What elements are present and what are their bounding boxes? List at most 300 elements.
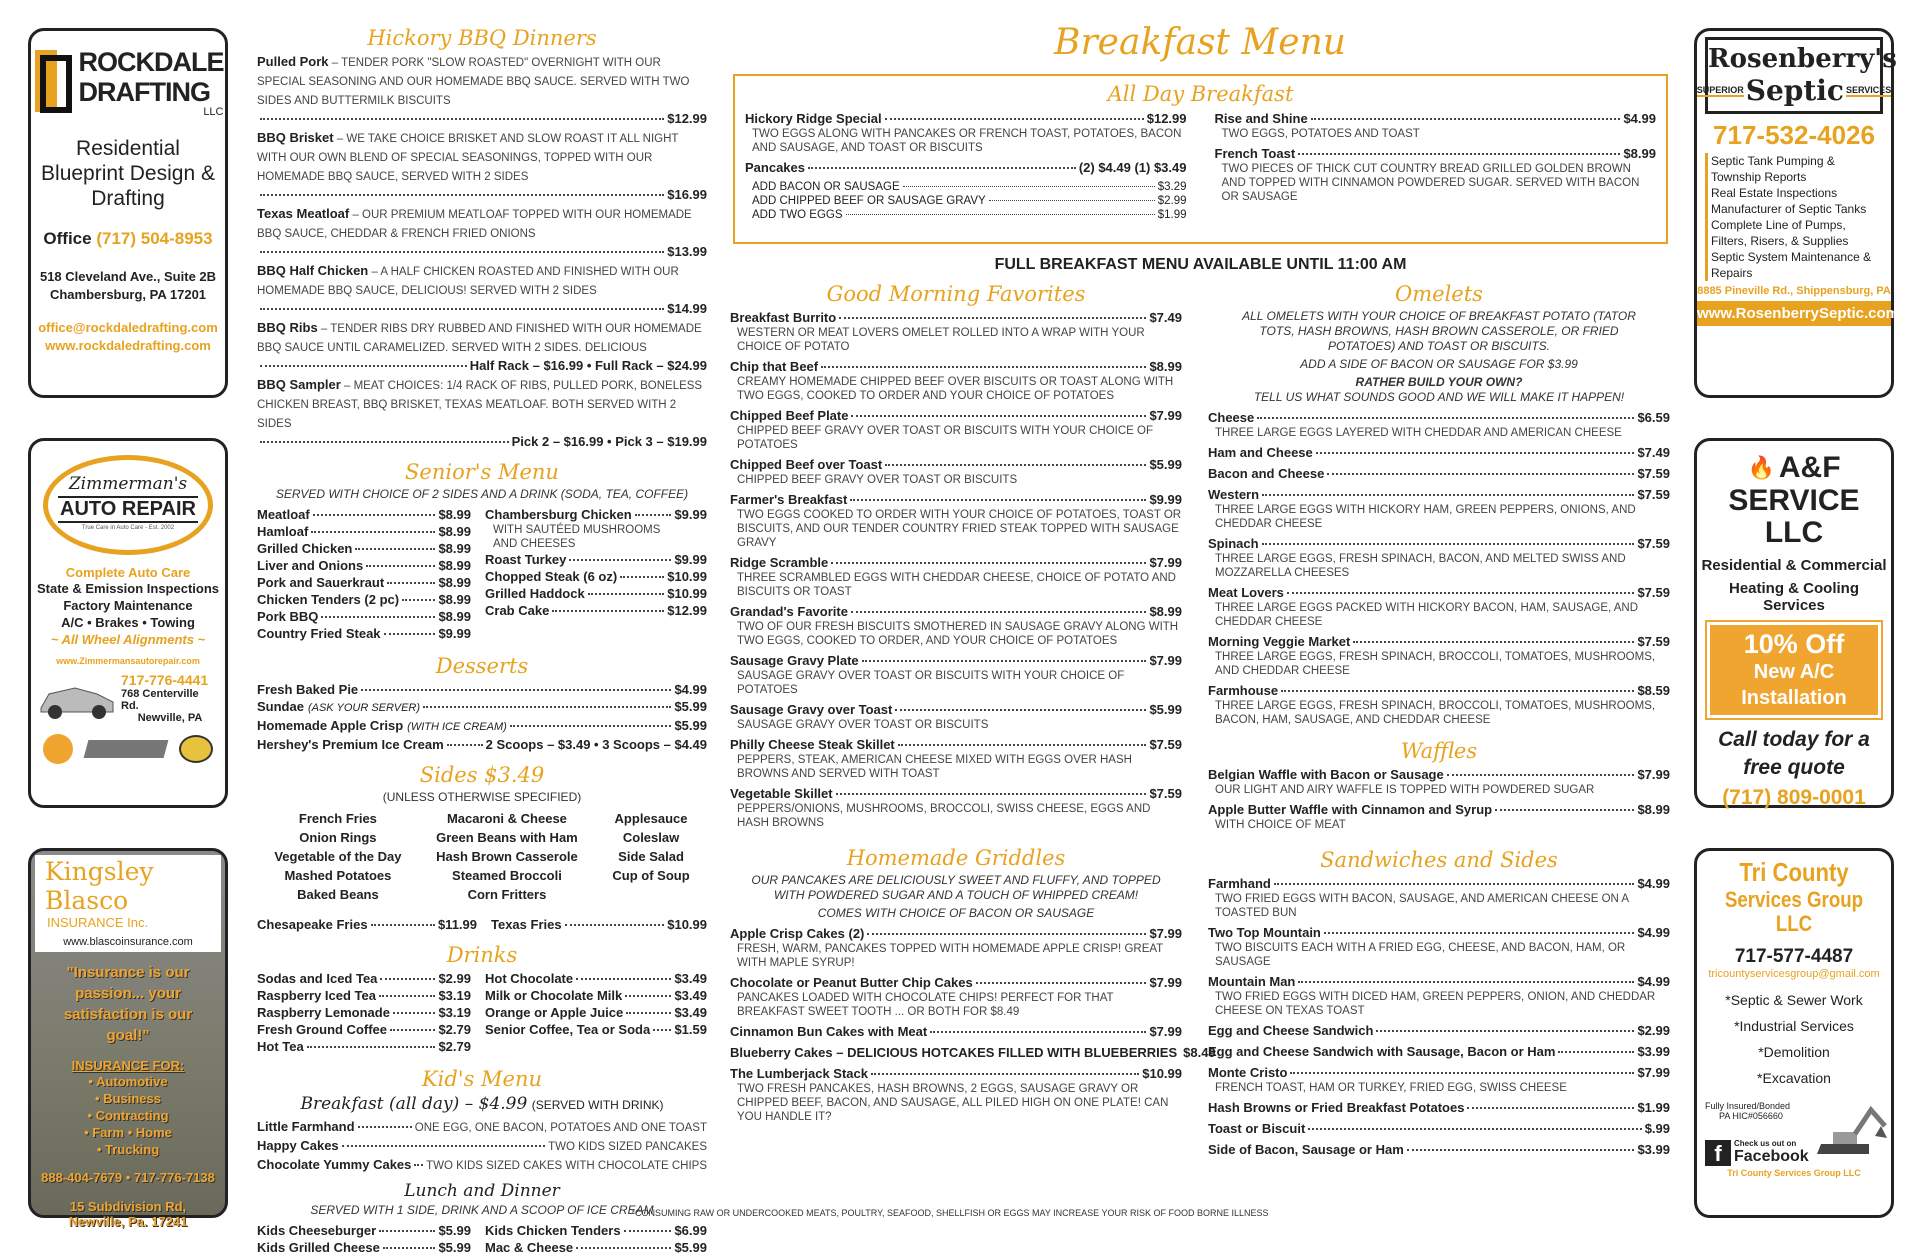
dot-leader xyxy=(414,1164,423,1166)
item-price: $5.99 xyxy=(1149,457,1182,472)
item-price-row xyxy=(257,357,707,374)
sandwich-item xyxy=(1208,875,1670,920)
item-line xyxy=(730,603,1182,620)
item-price: $16.99 xyxy=(667,187,707,202)
item-name: Egg and Cheese Sandwich xyxy=(1208,1023,1374,1038)
item-name: Pork BBQ xyxy=(257,609,319,624)
item-price: $9.99 xyxy=(674,507,707,522)
dot-leader xyxy=(898,744,1147,746)
dot-leader xyxy=(379,995,435,997)
item-description: FRESH, WARM, PANCAKES TOPPED WITH HOMEMADE APPLE CRISP! GREAT WITH MAPLE SYRUP! xyxy=(737,943,1163,969)
item-name: ADD BACON OR SAUSAGE xyxy=(752,181,900,193)
drinks-left-list xyxy=(257,970,471,1055)
ad-zimmerman-auto xyxy=(28,438,228,808)
side-item: Green Beans with Ham xyxy=(436,830,578,845)
item-price: $7.59 xyxy=(1149,737,1182,752)
item-price: $1.59 xyxy=(674,1022,707,1037)
favorite-item xyxy=(730,785,1182,830)
dot-leader xyxy=(976,982,1147,984)
rockdale-address2: Chambersburg, PA 17201 xyxy=(49,287,207,302)
sandwiches-list xyxy=(1208,875,1670,1158)
breakfast-title: Breakfast Menu xyxy=(1054,22,1346,63)
tricounty-item: *Demolition xyxy=(1758,1044,1830,1060)
rd-logo-mark xyxy=(33,48,73,118)
rosenberry-superior: SUPERIOR xyxy=(1696,84,1744,95)
item-name: Hamloaf xyxy=(257,524,309,539)
item-description: TWO BISCUITS EACH WITH A FRIED EGG, CHEESE, AND BACON, HAM, OR SAUSAGE xyxy=(1215,942,1626,968)
item-price: (2) $4.49 (1) $3.49 xyxy=(1078,160,1187,175)
item-line xyxy=(1208,766,1670,783)
item-name: Ham and Cheese xyxy=(1208,445,1313,460)
item-line xyxy=(1215,110,1657,127)
item-description: TWO FRIED EGGS WITH BACON, SAUSAGE, AND AMERICAN CHEESE ON A TOASTED BUN xyxy=(1215,893,1629,919)
item-name: Pork and Sauerkraut xyxy=(257,575,385,590)
all-day-item xyxy=(745,110,1187,155)
all-day-right-list xyxy=(1215,110,1657,222)
item-line xyxy=(730,1023,1182,1040)
item-price: $8.99 xyxy=(438,592,471,607)
column-favorites xyxy=(730,282,1216,1128)
item-description: ONE EGG, ONE BACON, POTATOES AND ONE TOAST xyxy=(414,1122,707,1134)
senior-right-list xyxy=(485,506,707,642)
drink-item xyxy=(485,970,707,987)
item-price: $7.49 xyxy=(1149,310,1182,325)
item-line xyxy=(1208,535,1670,552)
item-description: – TENDER PORK "SLOW ROASTED" OVERNIGHT WITH OUR SPECIAL SEASONING AND OUR HOMEMADE BBQ SAUCE. SERVED WITH TWO SIDES AND BUTTERMILK BISCUITS xyxy=(257,57,690,107)
sandwich-item xyxy=(1208,1064,1670,1095)
dot-leader xyxy=(885,118,1144,120)
item-price: $7.59 xyxy=(1637,487,1670,502)
item-name: BBQ Half Chicken xyxy=(257,263,369,278)
dot-leader xyxy=(390,1029,435,1031)
dot-leader xyxy=(379,1230,435,1232)
dot-leader xyxy=(846,214,1155,215)
item-name: Chipped Beef over Toast xyxy=(730,457,883,472)
item-name: Spinach xyxy=(1208,536,1259,551)
kingsley-item: • Trucking xyxy=(96,1142,160,1157)
side-item: Macaroni & Cheese xyxy=(446,811,567,826)
item-line xyxy=(1208,444,1670,461)
dot-leader xyxy=(871,1073,1139,1075)
item-name: Ridge Scramble xyxy=(730,555,829,570)
drink-item xyxy=(257,1038,471,1055)
dot-leader xyxy=(1353,641,1634,643)
dot-leader xyxy=(260,194,664,196)
item-price-row xyxy=(257,186,707,203)
item-name: Senior Coffee, Tea or Soda xyxy=(485,1022,651,1037)
item-price: $3.49 xyxy=(674,1005,707,1020)
item-price: $4.99 xyxy=(1637,974,1670,989)
kingsley-item: • Contracting xyxy=(87,1108,169,1123)
item-name: French Toast xyxy=(1214,146,1296,161)
dot-leader xyxy=(831,562,1146,564)
item-description: – TENDER RIBS DRY RUBBED AND FINISHED WITH OUR HOMEMADE BBQ SAUCE UNTIL CARAMELIZED. SERVED WITH 2 SIDES. DELICIOUS xyxy=(257,323,702,354)
item-description: – A HALF CHICKEN ROASTED AND FINISHED WITH OUR HOMEMADE BBQ SAUCE, DELICIOUS! SERVED WITH 2 SIDES xyxy=(257,266,679,297)
item-name: Meatloaf xyxy=(257,507,310,522)
item-price: $8.99 xyxy=(438,507,471,522)
dot-leader xyxy=(361,689,671,691)
drink-item xyxy=(485,987,707,1004)
tricounty-email: tricountyservicesgroup@gmail.com xyxy=(1708,968,1880,980)
item-price: $5.99 xyxy=(674,1240,707,1255)
tricounty-item: *Industrial Services xyxy=(1734,1018,1854,1034)
item-name: Little Farmhand xyxy=(257,1119,355,1134)
item-price: $4.99 xyxy=(1637,876,1670,891)
side-item: Onion Rings xyxy=(299,830,377,845)
item-line xyxy=(1208,633,1670,650)
item-description: TWO EGGS ALONG WITH PANCAKES OR FRENCH TOAST, POTATOES, BACON AND SAUSAGE, AND TOAST OR BISCUITS xyxy=(752,128,1182,154)
dot-leader xyxy=(620,576,664,578)
senior-title: Senior's Menu xyxy=(405,460,559,484)
dot-leader xyxy=(1558,1051,1634,1053)
item-description: CHIPPED BEEF GRAVY OVER TOAST OR BISCUITS WITH YOUR CHOICE OF POTATOES xyxy=(737,425,1153,451)
rosenberry-addr: 8885 Pineville Rd., Shippensburg, PA xyxy=(1697,285,1891,297)
dot-leader xyxy=(260,251,664,253)
ad-kingsley-blasco xyxy=(28,848,228,1229)
item-name: Fresh Baked Pie xyxy=(257,682,359,697)
sides-note: (UNLESS OTHERWISE SPECIFIED) xyxy=(382,790,582,804)
item-line xyxy=(730,1044,1216,1061)
senior-item xyxy=(257,540,471,557)
rosenberry-web: www.RosenberrySeptic.com xyxy=(1697,301,1891,326)
griddles-list xyxy=(730,925,1216,1124)
item-name: Vegetable Skillet xyxy=(730,786,833,801)
favorite-item xyxy=(730,358,1182,403)
item-name: Western xyxy=(1208,487,1260,502)
item-price: $7.99 xyxy=(1149,408,1182,423)
dot-leader xyxy=(862,660,1147,662)
bbq-list xyxy=(257,53,707,450)
zimmerman-script: Zimmerman's xyxy=(68,474,188,494)
dot-leader xyxy=(569,559,671,561)
item-price: $12.99 xyxy=(667,603,707,618)
item-price: $3.99 xyxy=(1637,1142,1670,1157)
kids-item xyxy=(485,1222,707,1239)
item-line xyxy=(1208,1022,1670,1039)
item-name: Mountain Man xyxy=(1208,974,1296,989)
item-name: Orange or Apple Juice xyxy=(485,1005,624,1020)
item-name: Kids Cheeseburger xyxy=(257,1223,377,1238)
tricounty-phone: 717-577-4487 xyxy=(1734,946,1854,967)
waffle-item xyxy=(1208,766,1670,797)
dessert-item xyxy=(257,681,707,698)
item-name: BBQ Sampler xyxy=(257,377,341,392)
drinks-right-list xyxy=(485,970,707,1055)
item-line xyxy=(730,974,1182,991)
dot-leader xyxy=(821,366,1146,368)
item-description: TWO KIDS SIZED PANCAKES xyxy=(548,1141,707,1153)
item-line xyxy=(1208,1120,1670,1137)
dot-leader xyxy=(355,548,435,550)
favorite-item xyxy=(730,603,1182,648)
dot-leader xyxy=(867,933,1146,935)
item-price: $8.99 xyxy=(1623,146,1656,161)
side-extra-item: Chesapeake Fries $11.99 xyxy=(257,917,477,932)
item-name: Farmer's Breakfast xyxy=(730,492,848,507)
item-name: BBQ Brisket xyxy=(257,130,334,145)
addons-list xyxy=(745,180,1187,222)
tricounty-insured1: Fully Insured/Bonded xyxy=(1705,1101,1791,1111)
sides-col-2 xyxy=(436,809,578,904)
dot-leader xyxy=(1298,153,1620,155)
all-day-title: All Day Breakfast xyxy=(1107,82,1294,106)
desserts-title: Desserts xyxy=(435,654,529,678)
item-description: OUR LIGHT AND AIRY WAFFLE IS TOPPED WITH POWDERED SUGAR xyxy=(1215,784,1595,796)
item-line xyxy=(745,159,1187,176)
item-description: TWO PIECES OF THICK CUT COUNTRY BREAD GRILLED GOLDEN BROWN AND TOPPED WITH CINNAMON POWDERED SUGAR. SERVED WITH BACON OR SAUSAGE xyxy=(1221,163,1640,203)
item-price: $7.99 xyxy=(1149,1024,1182,1039)
griddles-note2: COMES WITH CHOICE OF BACON OR SAUSAGE xyxy=(817,906,1095,920)
item-price: $3.29 xyxy=(1157,181,1187,193)
kids-bf-note: (SERVED WITH DRINK) xyxy=(531,1098,664,1112)
item-price-row xyxy=(257,300,707,317)
item-description: PANCAKES LOADED WITH CHOCOLATE CHIPS! PERFECT FOR THAT BREAKFAST SWEET TOOTH ... OR BOTH FOR $8.49 xyxy=(737,992,1114,1018)
af-offer xyxy=(1707,622,1881,718)
item-description: THREE SCRAMBLED EGGS WITH CHEDDAR CHEESE, CHOICE OF POTATO AND BISCUITS OR TOAST xyxy=(737,572,1176,598)
kids-item xyxy=(257,1239,471,1256)
dot-leader xyxy=(1257,417,1634,419)
item-price: $8.99 xyxy=(438,541,471,556)
favorite-item xyxy=(730,701,1182,732)
item-line xyxy=(485,585,707,602)
item-description: WITH CHOICE OF MEAT xyxy=(1215,819,1346,831)
item-line xyxy=(730,407,1182,424)
item-description: CHIPPED BEEF GRAVY OVER TOAST OR BISCUITS xyxy=(737,474,1018,486)
griddles-note1: OUR PANCAKES ARE DELICIOUSLY SWEET AND FLUFFY, AND TOPPED WITH POWDERED SUGAR AND A TOUCH OF WHIPPED CREAM! xyxy=(751,873,1161,902)
dot-leader xyxy=(1327,473,1634,475)
kids-bf-item xyxy=(257,1156,707,1175)
rosenberry-item: Real Estate Inspections xyxy=(1705,185,1883,201)
drink-item xyxy=(257,970,471,987)
dot-leader xyxy=(930,1031,1146,1033)
rockdale-address1: 518 Cleveland Ave., Suite 2B xyxy=(39,269,217,284)
item-name: Kids Grilled Cheese xyxy=(257,1240,380,1255)
item-name: Milk or Chocolate Milk xyxy=(485,988,623,1003)
dot-leader xyxy=(1495,809,1634,811)
item-name: Belgian Waffle with Bacon or Sausage xyxy=(1208,767,1444,782)
bbq-item xyxy=(257,262,707,317)
item-price: $7.59 xyxy=(1637,585,1670,600)
favorite-item xyxy=(730,652,1182,697)
item-price-row xyxy=(257,110,707,127)
drink-item xyxy=(485,1004,707,1021)
item-price: $7.99 xyxy=(1149,653,1182,668)
kids-item xyxy=(485,1239,707,1256)
item-name: Apple Crisp Cakes (2) xyxy=(730,926,865,941)
item-price: $5.99 xyxy=(438,1223,471,1238)
item-line xyxy=(485,506,707,523)
item-line xyxy=(1208,1064,1670,1081)
dot-leader xyxy=(1467,1107,1634,1109)
item-price: $8.49 xyxy=(1183,1045,1216,1060)
item-price: $5.99 xyxy=(674,718,707,733)
dot-leader xyxy=(383,1247,436,1249)
drink-item xyxy=(257,1021,471,1038)
item-line xyxy=(730,1065,1182,1082)
kids-item xyxy=(257,1222,471,1239)
item-price: Half Rack – $16.99 • Full Rack – $24.99 xyxy=(469,358,707,373)
senior-item xyxy=(485,568,707,585)
griddle-item xyxy=(730,974,1182,1019)
item-description: PEPPERS/ONIONS, MUSHROOMS, BROCCOLI, SWISS CHEESE, EGGS AND HASH BROWNS xyxy=(737,803,1151,829)
item-description: CREAMY HOMEMADE CHIPPED BEEF OVER BISCUITS OR TOAST ALONG WITH TWO EGGS, COOKED TO ORDER AND YOUR CHOICE OF POTATOES xyxy=(737,376,1174,402)
waffles-title: Waffles xyxy=(1400,739,1478,763)
item-name: Farmhand xyxy=(1208,876,1271,891)
af-call1: Call today for a xyxy=(1718,728,1870,751)
dot-leader xyxy=(380,978,435,980)
rockdale-line2: DRAFTING xyxy=(78,77,210,107)
item-line xyxy=(1208,584,1670,601)
item-name: Chipped Beef Plate xyxy=(730,408,849,423)
full-menu-notice: FULL BREAKFAST MENU AVAILABLE UNTIL 11:00 AM xyxy=(994,256,1407,273)
facebook-icon[interactable]: f xyxy=(1705,1140,1731,1166)
item-description: THREE LARGE EGGS, FRESH SPINACH, BROCCOLI, TOMATOES, MUSHROOMS, AND CHEDDAR CHEESE xyxy=(1215,651,1656,677)
sandwich-item xyxy=(1208,1120,1670,1137)
all-day-left-list xyxy=(745,110,1187,176)
dot-leader xyxy=(342,1145,545,1147)
sandwich-item xyxy=(1208,924,1670,969)
zimmerman-phone: 717-776-4441 xyxy=(121,672,209,688)
item-description: – WE TAKE CHOICE BRISKET AND SLOW ROAST IT ALL NIGHT WITH OUR OWN BLEND OF SPECIAL SEASONINGS, TOPPED WITH OUR HOMEMADE BBQ SAUCE, SERVED WITH 2 SIDES xyxy=(257,133,679,183)
dot-leader xyxy=(576,978,671,980)
dot-leader xyxy=(903,186,1155,187)
column-omelets xyxy=(1208,282,1670,1162)
item-price: $7.99 xyxy=(1149,555,1182,570)
kids-bf-item xyxy=(257,1137,707,1156)
dot-leader xyxy=(384,633,436,635)
zimmerman-l3: Factory Maintenance xyxy=(63,598,193,613)
item-name: Sausage Gravy Plate xyxy=(730,653,859,668)
item-name: Bacon and Cheese xyxy=(1208,466,1325,481)
item-price: $8.99 xyxy=(1149,604,1182,619)
senior-item xyxy=(257,625,471,642)
kingsley-item: • Farm • Home xyxy=(84,1125,172,1140)
item-description: FRENCH TOAST, HAM OR TURKEY, FRIED EGG, SWISS CHEESE xyxy=(1215,1082,1567,1094)
omelet-item xyxy=(1208,444,1670,461)
side-item: Side Salad xyxy=(618,849,684,864)
rosenberry-item: Septic System Maintenance & Repairs xyxy=(1705,249,1883,281)
item-name: Grilled Haddock xyxy=(485,586,585,601)
griddle-item xyxy=(730,1044,1216,1061)
dot-leader xyxy=(447,744,483,746)
item-name: Sodas and Iced Tea xyxy=(257,971,378,986)
griddle-item xyxy=(730,1065,1182,1124)
ad-rosenberry-septic xyxy=(1694,28,1900,398)
item-price: $10.99 xyxy=(667,586,707,601)
sides-col-1 xyxy=(274,809,401,904)
zimmerman-addr2: Newville, PA xyxy=(137,712,203,724)
car-icon xyxy=(37,674,117,722)
af-l1: Residential & Commercial xyxy=(1701,557,1887,574)
dot-leader xyxy=(260,365,467,367)
senior-item xyxy=(257,591,471,608)
item-line xyxy=(730,554,1182,571)
item-price: $7.59 xyxy=(1637,634,1670,649)
all-day-box xyxy=(733,74,1668,244)
dot-leader xyxy=(851,415,1146,417)
item-price: $3.19 xyxy=(438,1005,471,1020)
dot-leader xyxy=(1287,592,1635,594)
af-call2: free quote xyxy=(1743,756,1845,779)
item-name: Morning Veggie Market xyxy=(1208,634,1351,649)
addon-item xyxy=(745,194,1187,208)
kingsley-addr2: Newville, Pa. 17241 xyxy=(68,1214,188,1229)
item-name: ADD CHIPPED BEEF OR SAUSAGE GRAVY xyxy=(752,195,986,207)
item-name: Liver and Onions xyxy=(257,558,364,573)
kids-title: Kid's Menu xyxy=(421,1067,543,1091)
item-name: Roast Turkey xyxy=(485,552,567,567)
tricounty-name2: Services Group LLC xyxy=(1724,887,1864,936)
dot-leader xyxy=(626,1012,671,1014)
item-description: SAUSAGE GRAVY OVER TOAST OR BISCUITS WITH YOUR CHOICE OF POTATOES xyxy=(737,670,1125,696)
senior-item xyxy=(485,551,707,568)
senior-item xyxy=(485,585,707,602)
item-line xyxy=(730,491,1182,508)
item-name: Breakfast Burrito xyxy=(730,310,837,325)
item-line xyxy=(1208,409,1670,426)
item-line xyxy=(485,602,707,619)
dot-leader xyxy=(989,200,1155,201)
kingsley-item: • Automotive xyxy=(88,1074,168,1089)
item-description: THREE LARGE EGGS LAYERED WITH CHEDDAR AND AMERICAN CHEESE xyxy=(1215,427,1622,439)
rockdale-email: office@rockdaledrafting.com xyxy=(38,320,218,335)
zimmerman-addr1: 768 Centerville Rd. xyxy=(121,688,199,712)
column-dinners xyxy=(257,26,707,1256)
item-line xyxy=(1208,1043,1670,1060)
dot-leader xyxy=(885,464,1146,466)
item-price-row xyxy=(257,243,707,260)
item-description: TWO FRESH PANCAKES, HASH BROWNS, 2 EGGS, SAUSAGE GRAVY OR CHIPPED BEEF, BACON, AND SAUSAGE, ALL PILED HIGH ON ONE PLATE! CAN YOU HANDLE IT? xyxy=(737,1083,1169,1123)
item-name: Cheese xyxy=(1208,410,1255,425)
drink-item xyxy=(257,1004,471,1021)
item-price: $9.99 xyxy=(674,552,707,567)
item-name: Texas Meatloaf xyxy=(257,206,350,221)
item-price: $8.99 xyxy=(438,524,471,539)
omelet-item xyxy=(1208,584,1670,629)
item-description: TWO EGGS, POTATOES AND TOAST xyxy=(1221,128,1420,140)
item-price: Pick 2 – $16.99 • Pick 3 – $19.99 xyxy=(511,434,707,449)
item-price: $9.99 xyxy=(1149,492,1182,507)
item-price: $5.99 xyxy=(1149,702,1182,717)
dot-leader xyxy=(311,531,435,533)
item-price: $9.99 xyxy=(438,626,471,641)
omelets-note1: ALL OMELETS WITH YOUR CHOICE OF BREAKFAST POTATO (TATOR TOTS, HASH BROWNS, HASH BROWN CASSEROLE, OR FRIED POTATOES) AND TOAST OR BISCUITS. xyxy=(1242,309,1636,353)
item-name: Sundae xyxy=(257,699,304,714)
dot-leader xyxy=(1311,118,1621,120)
dot-leader xyxy=(402,599,435,601)
omelets-list xyxy=(1208,409,1670,727)
item-price: $8.99 xyxy=(1149,359,1182,374)
item-price: $8.99 xyxy=(1637,802,1670,817)
item-price: $6.99 xyxy=(674,1223,707,1238)
senior-left-list xyxy=(257,506,471,642)
rosenberry-name: Rosenberry's xyxy=(1708,44,1897,74)
favorites-title: Good Morning Favorites xyxy=(826,282,1086,306)
item-description: WITH SAUTÉED MUSHROOMS AND CHEESES xyxy=(493,524,661,550)
item-line xyxy=(1208,875,1670,892)
item-description: – MEAT CHOICES: 1/4 RACK OF RIBS, PULLED PORK, BONELESS CHICKEN BREAST, BBQ BRISKET, TEXAS MEATLOAF. BOTH SERVED WITH 2 SIDES xyxy=(257,380,703,430)
item-name: Grilled Chicken xyxy=(257,541,353,556)
dot-leader xyxy=(423,706,671,708)
omelets-note4: TELL US WHAT SOUNDS GOOD AND WE WILL MAKE IT HAPPEN! xyxy=(1253,390,1625,404)
item-name: Country Fried Steak xyxy=(257,626,381,641)
item-name: Raspberry Iced Tea xyxy=(257,988,376,1003)
item-name: Crab Cake xyxy=(485,603,550,618)
item-description: THREE LARGE EGGS, FRESH SPINACH, BROCCOLI, TOMATOES, MUSHROOMS, BACON, HAM, SAUSAGE, AND CHEDDAR CHEESE xyxy=(1215,700,1656,726)
kingsley-sub: INSURANCE Inc. xyxy=(47,915,149,930)
item-line xyxy=(1208,924,1670,941)
af-name2: SERVICE LLC xyxy=(1728,484,1860,549)
